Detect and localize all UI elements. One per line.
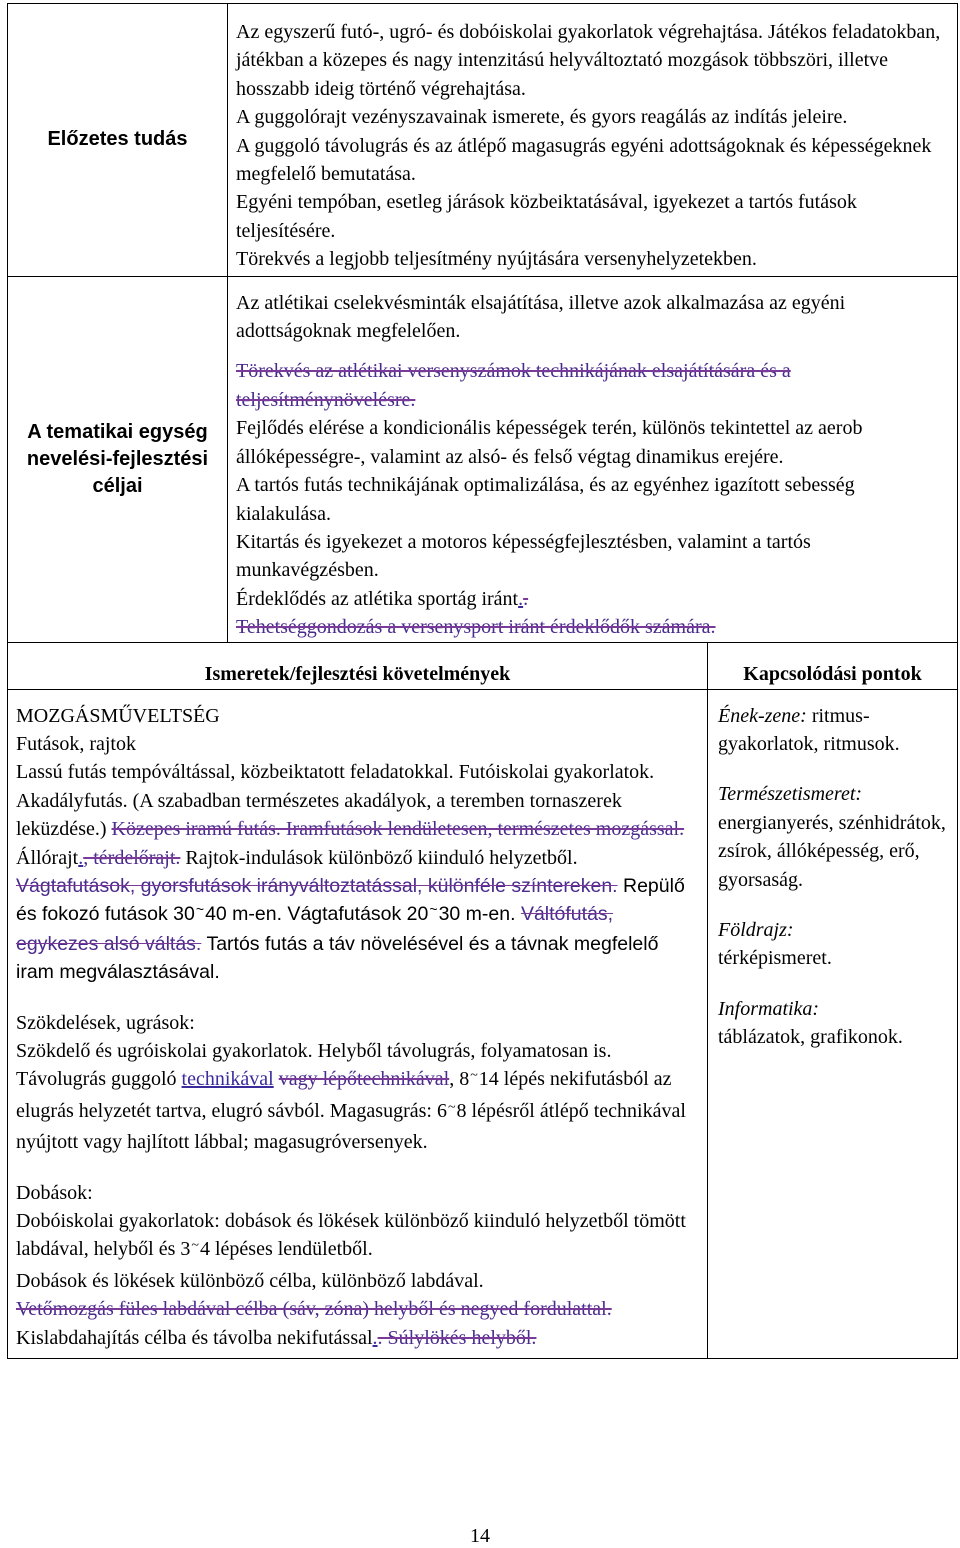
tilde-mark: ~ <box>191 1238 199 1254</box>
connection-text: ritmus-gyakorlatok, ritmusok. <box>718 704 900 755</box>
throwing-paragraph <box>16 1295 699 1352</box>
connection-subject: Természetismeret: <box>718 783 863 806</box>
row-headers <box>8 642 958 689</box>
connection-text: energianyerés, szénhidrátok, zsírok, állóképesség, erő, gyorsaság. <box>718 811 946 891</box>
section-heading: MOZGÁSMŰVELTSÉG <box>16 704 220 727</box>
text: Lassú futás tempóváltással, közbeiktatott feladatokkal. Futóiskolai gyakorlatok. Akadályfutás. (A szabadban természetes akadályok, a teremben tornaszerek leküzdése.) <box>16 761 655 841</box>
connection-item <box>718 702 949 759</box>
text: Tartós futás a táv növelésével és a távnak megfelelő iram megválasztásával. <box>16 932 659 984</box>
deleted-text: vagy lépőtechnikával <box>278 1068 450 1091</box>
text: Szökdelő és ugróiskolai gyakorlatok. Helyből távolugrás, folyamatosan is. Távolugrás guggoló <box>16 1040 612 1091</box>
tilde-mark: ~ <box>447 1099 456 1115</box>
running-paragraph <box>16 758 699 872</box>
connection-subject: Földrajz: <box>718 918 794 941</box>
subsection-title: Szökdelések, ugrások: <box>16 1011 195 1034</box>
prior-line: Törekvés a legjobb teljesítmény nyújtására versenyhelyzetekben. <box>236 248 757 271</box>
label-text: céljai <box>92 474 143 497</box>
connection-text: térképismeret. <box>718 947 832 970</box>
row-prior-knowledge <box>8 4 958 277</box>
label-text: A tematikai egység <box>27 420 208 443</box>
text: 4 lépéses lendületből. <box>199 1238 373 1261</box>
header-requirements: Ismeretek/fejlesztési követelmények <box>8 642 708 689</box>
goal-paragraph <box>236 357 949 414</box>
goal-paragraph: A tartós futás technikájának optimalizálása, és az egyénhez igazított sebesség kialakulása. <box>236 474 855 525</box>
text: Rajtok-indulások különböző kiinduló helyzetből. <box>185 846 578 869</box>
deleted-text: . Súlylökés helyből. <box>377 1326 537 1349</box>
goal-paragraph: Kitartás és igyekezet a motoros képességfejlesztésben, valamint a tartós munkavégzésben. <box>236 530 811 582</box>
prior-knowledge-content <box>228 4 958 277</box>
deleted-text: Tehetséggondozás a versenysport iránt érdeklődők számára. <box>236 616 716 639</box>
deleted-text: . <box>523 587 529 610</box>
header-connections: Kapcsolódási pontok <box>708 642 958 689</box>
jumping-paragraph <box>16 1037 699 1157</box>
prior-line: Az egyszerű futó-, ugró- és dobóiskolai gyakorlatok végrehajtása. Játékos feladatokban, játékban a közepes és nagy intenzitású helyváltoztató mozgások többszöri, illetve hosszabb ideig történő végrehajtása. <box>236 21 941 100</box>
tilde-mark: ~ <box>195 901 205 918</box>
spacer <box>718 894 949 916</box>
throwing-paragraph <box>16 1207 699 1267</box>
curriculum-page <box>7 3 957 1359</box>
text: Kislabdahajítás célba és távolba nekifutással <box>16 1326 373 1349</box>
inserted-text: . <box>372 1326 378 1349</box>
deleted-text: , térdelőrajt. <box>83 846 181 869</box>
subsection-title: Futások, rajtok <box>16 732 136 755</box>
text: 8 lépésről átlépő technikával nyújtott vagy hajlított lábbal; magasugróversenyek. <box>16 1099 686 1154</box>
spacer <box>718 973 949 995</box>
throwing-paragraph <box>16 1267 699 1295</box>
tilde-mark: ~ <box>470 1068 478 1084</box>
goal-paragraph <box>236 613 949 641</box>
goals-content <box>228 276 958 642</box>
page-number: 14 <box>470 1525 490 1547</box>
inserted-text: . <box>518 587 524 610</box>
deleted-text: Törekvés az atlétikai versenyszámok technikájának elsajátítására és a teljesítménynövelésre. <box>236 360 791 411</box>
prior-line: A guggoló távolugrás és az átlépő magasugrás egyéni adottságoknak és képességeknek megfelelő bemutatása. <box>236 134 932 186</box>
text: 30 m-en. <box>438 903 516 926</box>
connection-item <box>718 916 949 973</box>
label-text: Előzetes tudás <box>47 128 188 151</box>
connections-content <box>708 689 958 1359</box>
spacer <box>16 987 699 1009</box>
text: Dobások és lökések különböző célba, különböző labdával. <box>16 1269 484 1292</box>
label-text: nevelési-fejlesztési <box>26 447 209 470</box>
deleted-text: Váltófutás, egykezes alsó váltás. <box>16 903 614 955</box>
label-prior-knowledge <box>8 4 228 277</box>
deleted-text: Közepes iramú futás. Iramfutások lendületesen, természetes mozgással. <box>111 818 685 841</box>
deleted-text: Vágtafutások, gyorsfutások irányváltoztatással, különféle színtereken. <box>16 874 618 897</box>
prior-line: A guggolórajt vezényszavainak ismerete, és gyors reagálás az indítás jeleire. <box>236 106 848 129</box>
text: 14 lépés nekifutásból az elugrás helyzetét tartva, elugró sávból. Magasugrás: 6 <box>16 1068 672 1122</box>
text: Dobóiskolai gyakorlatok: dobások és lökések különböző kiinduló helyzetből tömött labdával, helyből és 3 <box>16 1210 686 1261</box>
spacer <box>16 1157 699 1179</box>
text: Állórajt <box>16 846 79 869</box>
goal-paragraph <box>236 585 949 613</box>
connection-subject: Informatika: <box>718 997 820 1020</box>
deleted-text: Vetőmozgás füles labdával célba (sáv, zóna) helyből és negyed fordulattal. <box>16 1298 612 1321</box>
connection-subject: Ének-zene: <box>718 704 807 727</box>
connection-item <box>718 780 949 894</box>
inserted-text: technikával <box>181 1068 274 1091</box>
text: 40 m-en. Vágtafutások 20 <box>205 903 429 926</box>
row-goals <box>8 276 958 642</box>
sprint-paragraph <box>16 872 699 987</box>
text: Repülő és fokozó futások 30 <box>16 874 685 926</box>
inserted-text: . <box>78 846 84 869</box>
connection-text: táblázatok, grafikonok. <box>718 1026 903 1049</box>
label-goals <box>8 276 228 642</box>
goal-text: Érdeklődés az atlétika sportág iránt <box>236 587 519 610</box>
row-content <box>8 689 958 1359</box>
spacer <box>718 758 949 780</box>
curriculum-table <box>7 3 958 1359</box>
requirements-content <box>8 689 708 1359</box>
goal-paragraph: Fejlődés elérése a kondicionális képességek terén, különös tekintettel az aerob állóképességre-, valamint az alsó- és felső végtag dinamikus erejére. <box>236 417 863 468</box>
tilde-mark: ~ <box>429 901 438 918</box>
subsection-title: Dobások: <box>16 1181 93 1204</box>
text: , 8 <box>449 1068 470 1091</box>
goal-paragraph: Az atlétikai cselekvésminták elsajátítása, illetve azok alkalmazása az egyéni adottságoknak megfelelően. <box>236 291 846 343</box>
prior-line: Egyéni tempóban, esetleg járások közbeiktatásával, igyekezet a tartós futások teljesítésére. <box>236 191 857 242</box>
connection-item <box>718 995 949 1052</box>
